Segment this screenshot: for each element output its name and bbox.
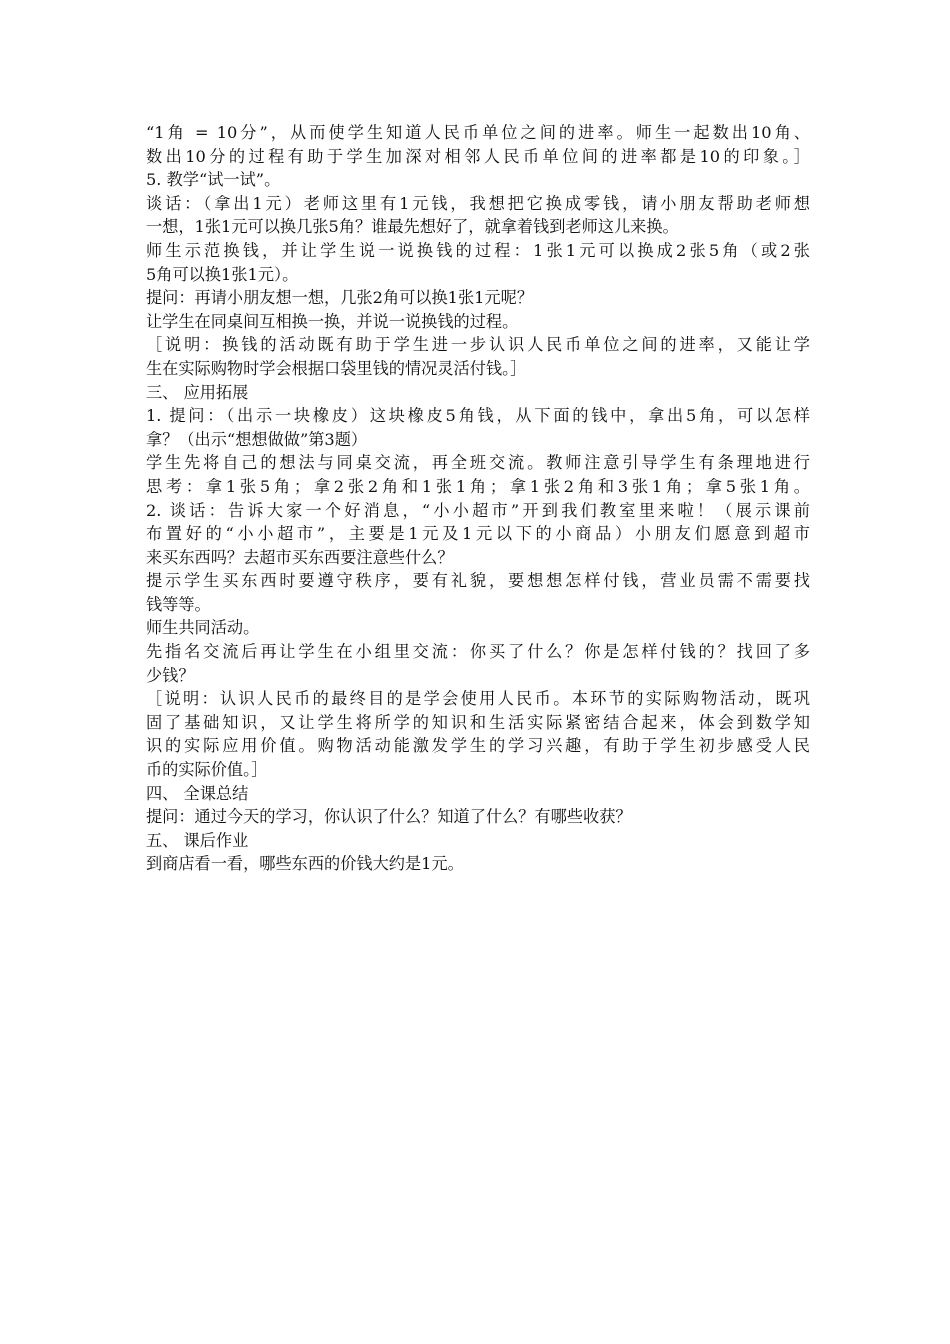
text-line: 来买东西吗？去超市买东西要注意些什么？ [146,547,454,567]
text-line: 先指名交流后再让学生在小组里交流：你买了什么？你是怎样付钱的？找回了多 [146,642,810,662]
text-line: 师生示范换钱，并让学生说一说换钱的过程：1张1元可以换成2张5角（或2张 [146,240,810,260]
text-line: 到商店看一看，哪些东西的价钱大约是1元。 [146,854,464,874]
text-line: 拿？（出示“想想做做”第3题） [146,429,368,449]
text-line: ［说明：换钱的活动既有助于学生进一步认识人民币单位之间的进率，又能让学 [146,335,810,355]
text-line: 数出10分的过程有助于学生加深对相邻人民币单位间的进率都是10的印象。］ [146,146,810,166]
document-body [146,121,810,876]
text-line: ［说明：认识人民币的最终目的是学会使用人民币。本环节的实际购物活动，既巩 [146,689,810,709]
text-line: 让学生在同桌间互相换一换，并说一说换钱的过程。 [146,311,519,331]
text-line: 提示学生买东西时要遵守秩序，要有礼貌，要想想怎样付钱，营业员需不需要找 [146,571,810,591]
text-line: 布置好的“小小超市”，主要是1元及1元以下的小商品）小朋友们愿意到超市 [146,524,810,544]
text-line: 师生共同活动。 [146,618,260,638]
section-heading: 5. 教学“试一试”。 [146,170,281,190]
section-heading: 四、 全课总结 [146,783,249,803]
text-line: 谈话：（拿出1元）老师这里有1元钱，我想把它换成零钱，请小朋友帮助老师想 [146,193,810,213]
text-line: 5角可以换1张1元）。 [146,264,299,284]
text-line: 提问：再请小朋友想一想，几张2角可以换1张1元呢？ [146,288,534,308]
text-line: 钱等等。 [146,594,211,614]
text-line: 一想，1张1元可以换几张5角？谁最先想好了，就拿着钱到老师这儿来换。 [146,217,679,237]
text-line: 2. 谈话：告诉大家一个好消息，“小小超市”开到我们教室里来啦！（展示课前 [146,500,810,520]
text-line: 提问：通过今天的学习，你认识了什么？知道了什么？有哪些收获？ [146,807,632,827]
section-heading: 五、 课后作业 [146,830,249,850]
text-line: 币的实际价值。］ [146,760,268,780]
text-line: 识的实际应用价值。购物活动能激发学生的学习兴趣，有助于学生初步感受人民 [146,736,810,756]
text-line: 思考：拿1张5角；拿2张2角和1张1角；拿1张2角和3张1角；拿5张1角。 [146,476,810,496]
text-line: 生在实际购物时学会根据口袋里钱的情况灵活付钱。］ [146,358,527,378]
text-line: 少钱？ [146,665,195,685]
text-line: 1. 提问：（出示一块橡皮）这块橡皮5角钱，从下面的钱中，拿出5角，可以怎样 [146,406,810,426]
text-line: 学生先将自己的想法与同桌交流，再全班交流。教师注意引导学生有条理地进行 [146,453,810,473]
text-line: “1角 = 10分”，从而使学生知道人民币单位之间的进率。师生一起数出10角、 [146,123,810,142]
text-line: 固了基础知识，又让学生将所学的知识和生活实际紧密结合起来，体会到数学知 [146,712,810,732]
section-heading: 三、 应用拓展 [146,382,249,402]
